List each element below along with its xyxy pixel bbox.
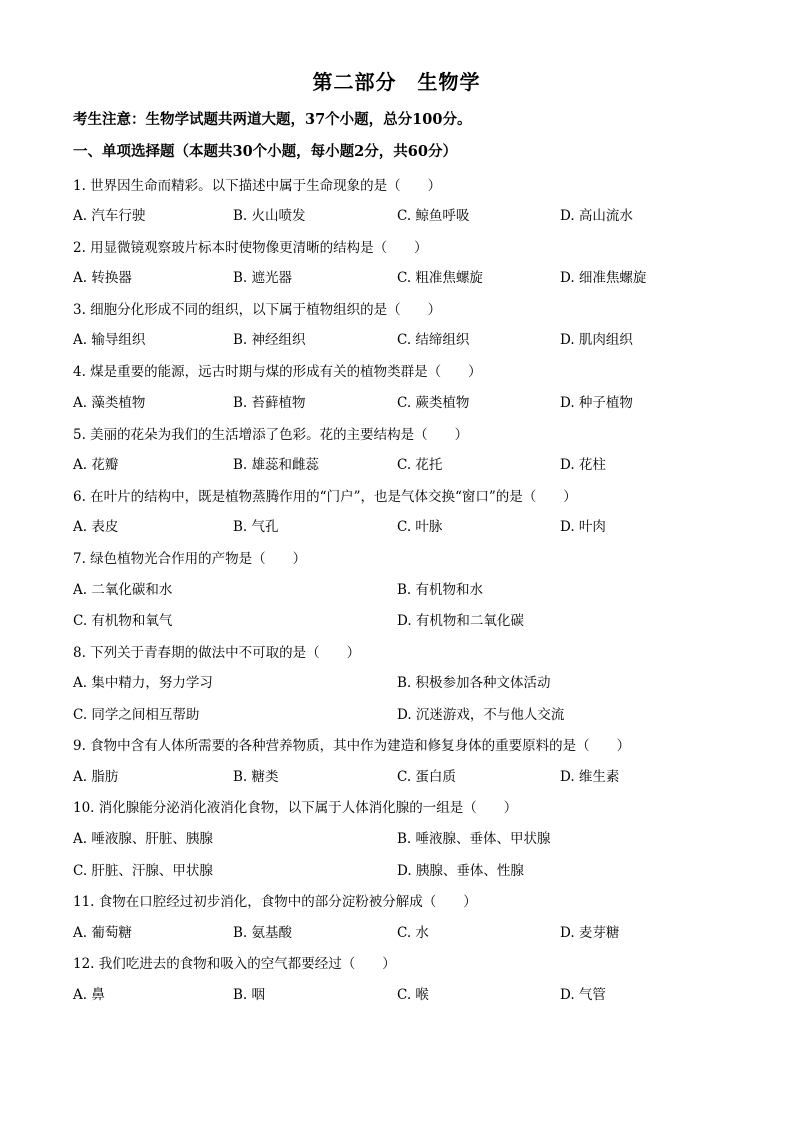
- option-d: D. 肌肉组织: [560, 332, 633, 348]
- question-stem: 3. 细胞分化形成不同的组织，以下属于植物组织的是（ ）: [73, 302, 442, 318]
- option-b: B. 咽: [233, 987, 266, 1003]
- option-a: A. 输导组织: [73, 332, 146, 348]
- option-a: A. 表皮: [73, 519, 119, 535]
- option-b: B. 雄蕊和雌蕊: [233, 457, 320, 473]
- option-c: C. 叶脉: [397, 519, 443, 535]
- option-c: C. 喉: [397, 987, 429, 1003]
- option-a: A. 转换器: [73, 270, 132, 286]
- question-stem: 5. 美丽的花朵为我们的生活增添了色彩。花的主要结构是（ ）: [73, 427, 469, 443]
- option-d: D. 麦芽糖: [560, 925, 620, 941]
- options-row: [73, 983, 753, 1003]
- option-d: D. 沉迷游戏，不与他人交流: [397, 707, 565, 723]
- option-d: D. 胰腺、垂体、性腺: [397, 863, 524, 879]
- option-c: C. 同学之间相互帮助: [73, 707, 200, 723]
- option-d: D. 高山流水: [560, 208, 633, 224]
- options-row: [73, 328, 753, 348]
- option-c: C. 蕨类植物: [397, 395, 470, 411]
- option-b: B. 遮光器: [233, 270, 293, 286]
- option-c: C. 蛋白质: [397, 769, 456, 785]
- option-c: C. 肝脏、汗腺、甲状腺: [73, 863, 213, 879]
- option-b: B. 有机物和水: [397, 582, 484, 598]
- question-stem: 10. 消化腺能分泌消化液消化食物，以下属于人体消化腺的一组是（ ）: [73, 800, 518, 816]
- options-row: [73, 921, 753, 941]
- options-row: [73, 827, 753, 847]
- question-stem: 12. 我们吃进去的食物和吸入的空气都要经过（ ）: [73, 956, 396, 972]
- option-b: B. 唾液腺、垂体、甲状腺: [397, 831, 551, 847]
- option-a: A. 唾液腺、肝脏、胰腺: [73, 831, 213, 847]
- option-b: B. 气孔: [233, 519, 279, 535]
- option-b: B. 糖类: [233, 769, 279, 785]
- question-stem: 2. 用显微镜观察玻片标本时使物像更清晰的结构是（ ）: [73, 240, 428, 256]
- option-a: A. 汽车行驶: [73, 208, 146, 224]
- options-row: [73, 453, 753, 473]
- options-row: [73, 266, 753, 286]
- option-b: B. 氨基酸: [233, 925, 293, 941]
- option-d: D. 种子植物: [560, 395, 633, 411]
- options-row: [73, 859, 753, 879]
- option-c: C. 有机物和氧气: [73, 613, 173, 629]
- exam-notice: 考生注意：生物学试题共两道大题，37个小题，总分100分。: [73, 111, 472, 128]
- options-row: [73, 765, 753, 785]
- option-d: D. 叶肉: [560, 519, 606, 535]
- options-row: [73, 515, 753, 535]
- option-c: C. 花托: [397, 457, 443, 473]
- options-row: [73, 703, 753, 723]
- option-d: D. 维生素: [560, 769, 620, 785]
- option-b: B. 积极参加各种文体活动: [397, 675, 551, 691]
- question-stem: 1. 世界因生命而精彩。以下描述中属于生命现象的是（ ）: [73, 178, 442, 194]
- option-a: A. 二氧化碳和水: [73, 582, 173, 598]
- option-a: A. 鼻: [73, 987, 105, 1003]
- option-b: B. 火山喷发: [233, 208, 306, 224]
- option-b: B. 苔藓植物: [233, 395, 306, 411]
- option-c: C. 鲸鱼呼吸: [397, 208, 470, 224]
- option-c: C. 水: [397, 925, 429, 941]
- option-a: A. 葡萄糖: [73, 925, 132, 941]
- options-row: [73, 609, 753, 629]
- option-d: D. 花柱: [560, 457, 606, 473]
- option-c: C. 粗准焦螺旋: [397, 270, 483, 286]
- option-a: A. 藻类植物: [73, 395, 146, 411]
- option-d: D. 气管: [560, 987, 606, 1003]
- option-a: A. 集中精力，努力学习: [73, 675, 213, 691]
- option-d: D. 有机物和二氧化碳: [397, 613, 524, 629]
- question-stem: 6. 在叶片的结构中，既是植物蒸腾作用的“门户”，也是气体交换“窗口”的是（ ）: [73, 489, 577, 505]
- question-stem: 8. 下列关于青春期的做法中不可取的是（ ）: [73, 645, 361, 661]
- options-row: [73, 671, 753, 691]
- option-a: A. 脂肪: [73, 769, 119, 785]
- option-a: A. 花瓣: [73, 457, 119, 473]
- options-row: [73, 204, 753, 224]
- option-d: D. 细准焦螺旋: [560, 270, 647, 286]
- question-stem: 7. 绿色植物光合作用的产物是（ ）: [73, 551, 307, 567]
- page-title: 第二部分 生物学: [312, 70, 481, 94]
- options-row: [73, 391, 753, 411]
- options-row: [73, 578, 753, 598]
- option-c: C. 结缔组织: [397, 332, 470, 348]
- question-stem: 4. 煤是重要的能源，远古时期与煤的形成有关的植物类群是（ ）: [73, 364, 482, 380]
- question-stem: 11. 食物在口腔经过初步消化，食物中的部分淀粉被分解成（ ）: [73, 894, 477, 910]
- option-b: B. 神经组织: [233, 332, 306, 348]
- section-heading: 一、单项选择题（本题共30个小题，每小题2分，共60分）: [73, 143, 457, 160]
- question-stem: 9. 食物中含有人体所需要的各种营养物质，其中作为建造和修复身体的重要原料的是（ ）: [73, 738, 631, 754]
